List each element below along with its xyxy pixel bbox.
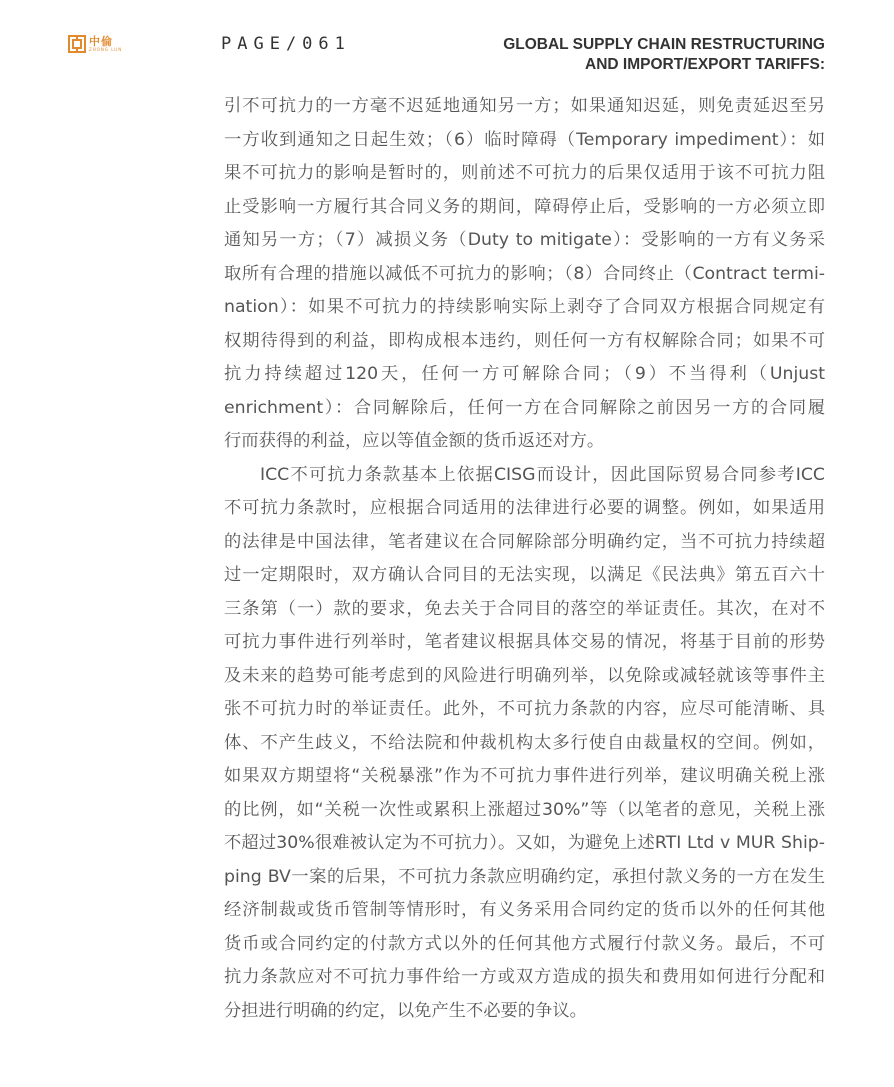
body-text (224, 90, 825, 1028)
text-line: 抗力条款应对不可抗力事件给一方或双方造成的损失和费用如何进行分配和 (224, 967, 825, 987)
text-line: ICC不可抗力条款基本上依据CISG而设计，因此国际贸易合同参考ICC (260, 464, 825, 485)
text-line: 可抗力事件进行列举时，笔者建议根据具体交易的情况，将基于目前的形势 (224, 632, 825, 652)
text-line: enrichment）：合同解除后，任何一方在合同解除之前因另一方的合同履 (224, 397, 825, 418)
text-line: 引不可抗力的一方毫不迟延地通知另一方；如果通知迟延，则免责延迟至另 (224, 96, 825, 116)
text-line: 权期待得到的利益，即构成根本违约，则任何一方有权解除合同；如果不可 (224, 330, 825, 351)
paragraph-1 (224, 90, 825, 459)
logo-text: 中倫 (89, 35, 113, 48)
paragraph-2 (224, 459, 825, 1029)
text-line: ping BV一案的后果，不可抗力条款应明确约定，承担付款义务的一方在发生 (224, 866, 825, 887)
text-line: 及未来的趋势可能考虑到的风险进行明确列举，以免除或减轻就该等事件主 (224, 665, 825, 686)
text-line: 的法律是中国法律，笔者建议在合同解除部分明确约定，当不可抗力持续超 (224, 531, 825, 552)
text-line: 止受影响一方履行其合同义务的期间，障碍停止后，受影响的一方必须立即 (224, 196, 825, 217)
running-title (465, 35, 825, 75)
running-title-line-2: AND IMPORT/EXPORT TARIFFS: (585, 56, 825, 73)
text-line: 的比例，如“关税一次性或累积上涨超过30%”等（以笔者的意见，关税上涨 (224, 799, 825, 820)
text-line: 体、不产生歧义，不给法院和仲裁机构太多行使自由裁量权的空间。例如， (224, 732, 825, 753)
logo-wordmark (89, 36, 122, 52)
text-line: 不超过30%很难被认定为不可抗力）。又如，为避免上述RTI Ltd v MUR Ship- (224, 833, 825, 853)
text-line: 取所有合理的措施以减低不可抗力的影响；（8）合同终止（Contract termi- (224, 263, 825, 284)
text-line: 过一定期限时，双方确认合同目的无法实现，以满足《民法典》第五百六十 (224, 565, 825, 585)
text-line: 通知另一方；（7）减损义务（Duty to mitigate）：受影响的一方有义务采 (224, 230, 825, 250)
text-line: 三条第（一）款的要求，免去关于合同目的落空的举证责任。其次，在对不 (224, 598, 825, 619)
text-line: nation）：如果不可抗力的持续影响实际上剥夺了合同双方根据合同规定有 (224, 297, 825, 317)
text-line: 果不可抗力的影响是暂时的，则前述不可抗力的后果仅适用于该不可抗力阻 (224, 163, 825, 183)
page-number: PAGE/061 (221, 34, 351, 54)
text-line: 抗力持续超过120天，任何一方可解除合同；（9）不当得利（Unjust (224, 364, 825, 384)
text-line: 经济制裁或货币管制等情形时，有义务采用合同约定的货币以外的任何其他 (224, 900, 825, 920)
text-line: 一方收到通知之日起生效；（6）临时障碍（Temporary impediment）：如 (224, 129, 825, 150)
zhonglun-logo-icon (68, 35, 86, 53)
logo-subtext: ZHONG LUN (89, 47, 123, 52)
text-line: 货币或合同约定的付款方式以外的任何其他方式履行付款义务。最后，不可 (224, 933, 825, 954)
text-line: 张不可抗力时的举证责任。此外，不可抗力条款的内容，应尽可能清晰、具 (224, 699, 825, 719)
logo (68, 35, 122, 53)
running-title-line-1: GLOBAL SUPPLY CHAIN RESTRUCTURING (503, 36, 825, 53)
text-line: 分担进行明确的约定，以免产生不必要的争议。 (224, 1000, 587, 1021)
text-line: 如果双方期望将“关税暴涨”作为不可抗力事件进行列举，建议明确关税上涨 (224, 766, 825, 786)
text-line: 行而获得的利益，应以等值金额的货币返还对方。 (224, 431, 605, 451)
text-line: 不可抗力条款时，应根据合同适用的法律进行必要的调整。例如，如果适用 (224, 498, 825, 518)
